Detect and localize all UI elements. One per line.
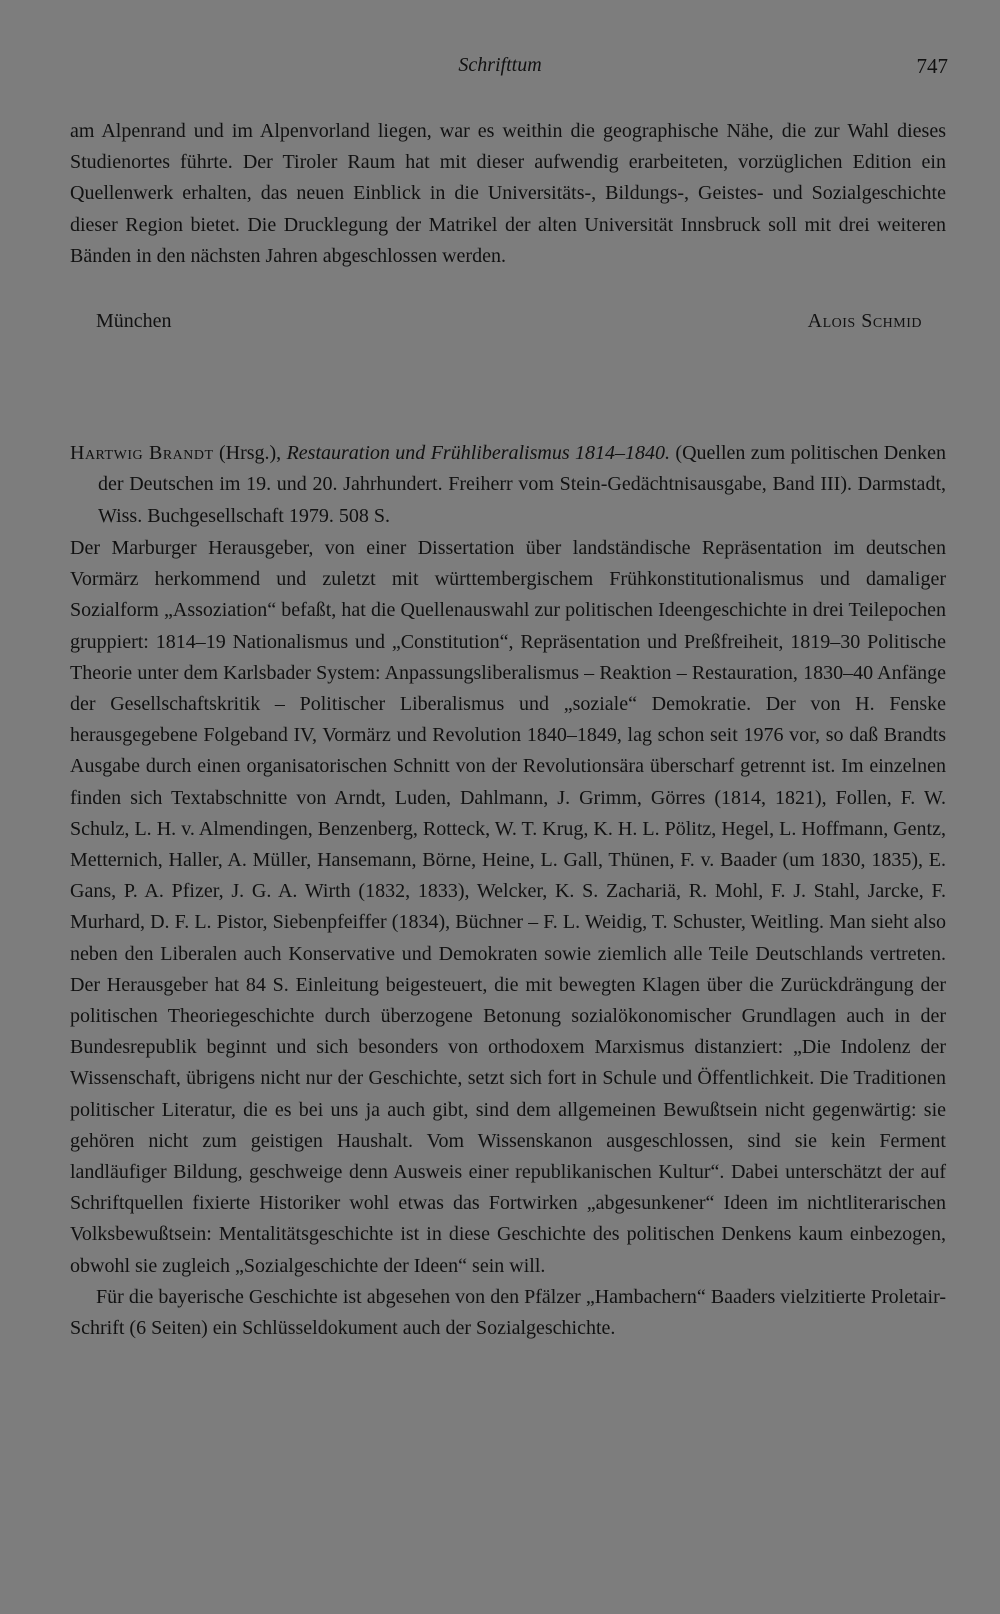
signature-place: München [96, 310, 172, 332]
previous-review-ending [70, 116, 946, 272]
review-paragraph-2: Für die bayerische Geschichte ist abgesehen von den Pfälzer „Hambachern“ Baaders vielzitierte Proletair-Schrift (6 Seiten) ein Schlüsseldokument auch der Sozialgeschichte. [70, 1285, 946, 1340]
book-editor: Hartwig Brandt [70, 442, 214, 464]
bibliographic-entry [70, 438, 946, 532]
running-head [0, 52, 1000, 84]
book-title: Restauration und Frühliberalismus 1814–1840. [286, 442, 671, 464]
page-number: 747 [916, 54, 948, 78]
running-title: Schrifttum [458, 54, 542, 76]
editor-suffix: (Hrsg.), [213, 442, 287, 464]
review-paragraph-1: Der Marburger Herausgeber, von einer Dissertation über landständische Repräsentation im deutschen Vormärz herkommend und zuletzt mit württembergischem Frühkonstitutionalismus und damaliger Sozialform „Assoziation“ befaßt, hat die Quellenauswahl zur politischen Ideengeschichte in drei Teilepochen gruppiert: 1814–19 Nationalismus und „Constitution“, Repräsentation und Preßfreiheit, 1819–30 Politische Theorie unter dem Karlsbader System: Anpassungsliberalismus – Reaktion – Restauration, 1830–40 Anfänge der Gesellschaftskritik – Politischer Liberalismus und „soziale“ Demokratie. Der von H. Fenske herausgegebene Folgeband IV, Vormärz und Revolution 1840–1849, lag schon seit 1976 vor, so daß Brandts Ausgabe durch einen organisatorischen Schnitt von der Revolutionsära überscharf getrennt ist. Im einzelnen finden sich Textabschnitte von Arndt, Luden, Dahlmann, J. Grimm, Görres (1814, 1821), Follen, F. W. Schulz, L. H. v. Almendingen, Benzenberg, Rotteck, W. T. Krug, K. H. L. Pölitz, Hegel, L. Hoffmann, Gentz, Metternich, Haller, A. Müller, Hansemann, Börne, Heine, L. Gall, Thünen, F. v. Baader (um 1830, 1835), E. Gans, P. A. Pfizer, J. G. A. Wirth (1832, 1833), Welcker, K. S. Zachariä, R. Mohl, F. J. Stahl, Jarcke, F. Murhard, D. F. L. Pistor, Siebenpfeiffer (1834), Büchner – F. L. Weidig, T. Schuster, Weitling. Man sieht also neben den Liberalen auch Konservative und Demokraten sowie ziemlich alle Teile Deutschlands vertreten. Der Herausgeber hat 84 S. Einleitung beigesteuert, die mit bewegten Klagen über die Zurückdrängung der politischen Theoriegeschichte durch überzogene Betonung sozialökonomischer Grundlagen auch in der Bundesrepublik beginnt und sich besonders von orthodoxem Marxismus distanziert: „Die Indolenz der Wissenschaft, übrigens nicht nur der Geschichte, setzt sich fort in Schule und Öffentlichkeit. Die Traditionen politischer Literatur, die es bei uns ja auch gibt, sind dem allgemeinen Bewußtsein nicht gegenwärtig: sie gehören nicht zum geistigen Haushalt. Vom Wissenskanon ausgeschlossen, sind sie kein Ferment landläufiger Bildung, geschweige denn Ausweis einer republikanischen Kultur“. Dabei unterschätzt der auf Schriftquellen fixierte Historiker wohl etwas das Fortwirken „abgesunkener“ Ideen im nichtliterarischen Volksbewußtsein: Mentalitätsgeschichte ist in diese Geschichte des politischen Denkens kaum einbezogen, obwohl sie zugleich „Sozialgeschichte der Ideen“ sein will. [70, 537, 946, 1277]
review-signature [96, 310, 922, 342]
review-body [70, 533, 946, 1344]
previous-review-paragraph: am Alpenrand und im Alpenvorland liegen, war es weithin die geographische Nähe, die zur Wahl dieses Studienortes führte. Der Tiroler Raum hat mit dieser aufwendig erarbeiteten, vorzüglichen Edition ein Quellenwerk erhalten, das neuen Einblick in die Universitäts-, Bildungs-, Geistes- und Sozialgeschichte dieser Region bietet. Die Drucklegung der Matrikel der alten Universität Innsbruck soll mit drei weiteren Bänden in den nächsten Jahren abgeschlossen werden. [70, 120, 946, 267]
book-details: (Quellen zum politischen Denken der Deutschen im 19. und 20. Jahrhundert. Freiherr vom Stein-Gedächtnisausgabe, Band III). Darmstadt, Wiss. Buchgesellschaft 1979. 508 S. [98, 442, 946, 527]
signature-author: Alois Schmid [807, 310, 922, 332]
